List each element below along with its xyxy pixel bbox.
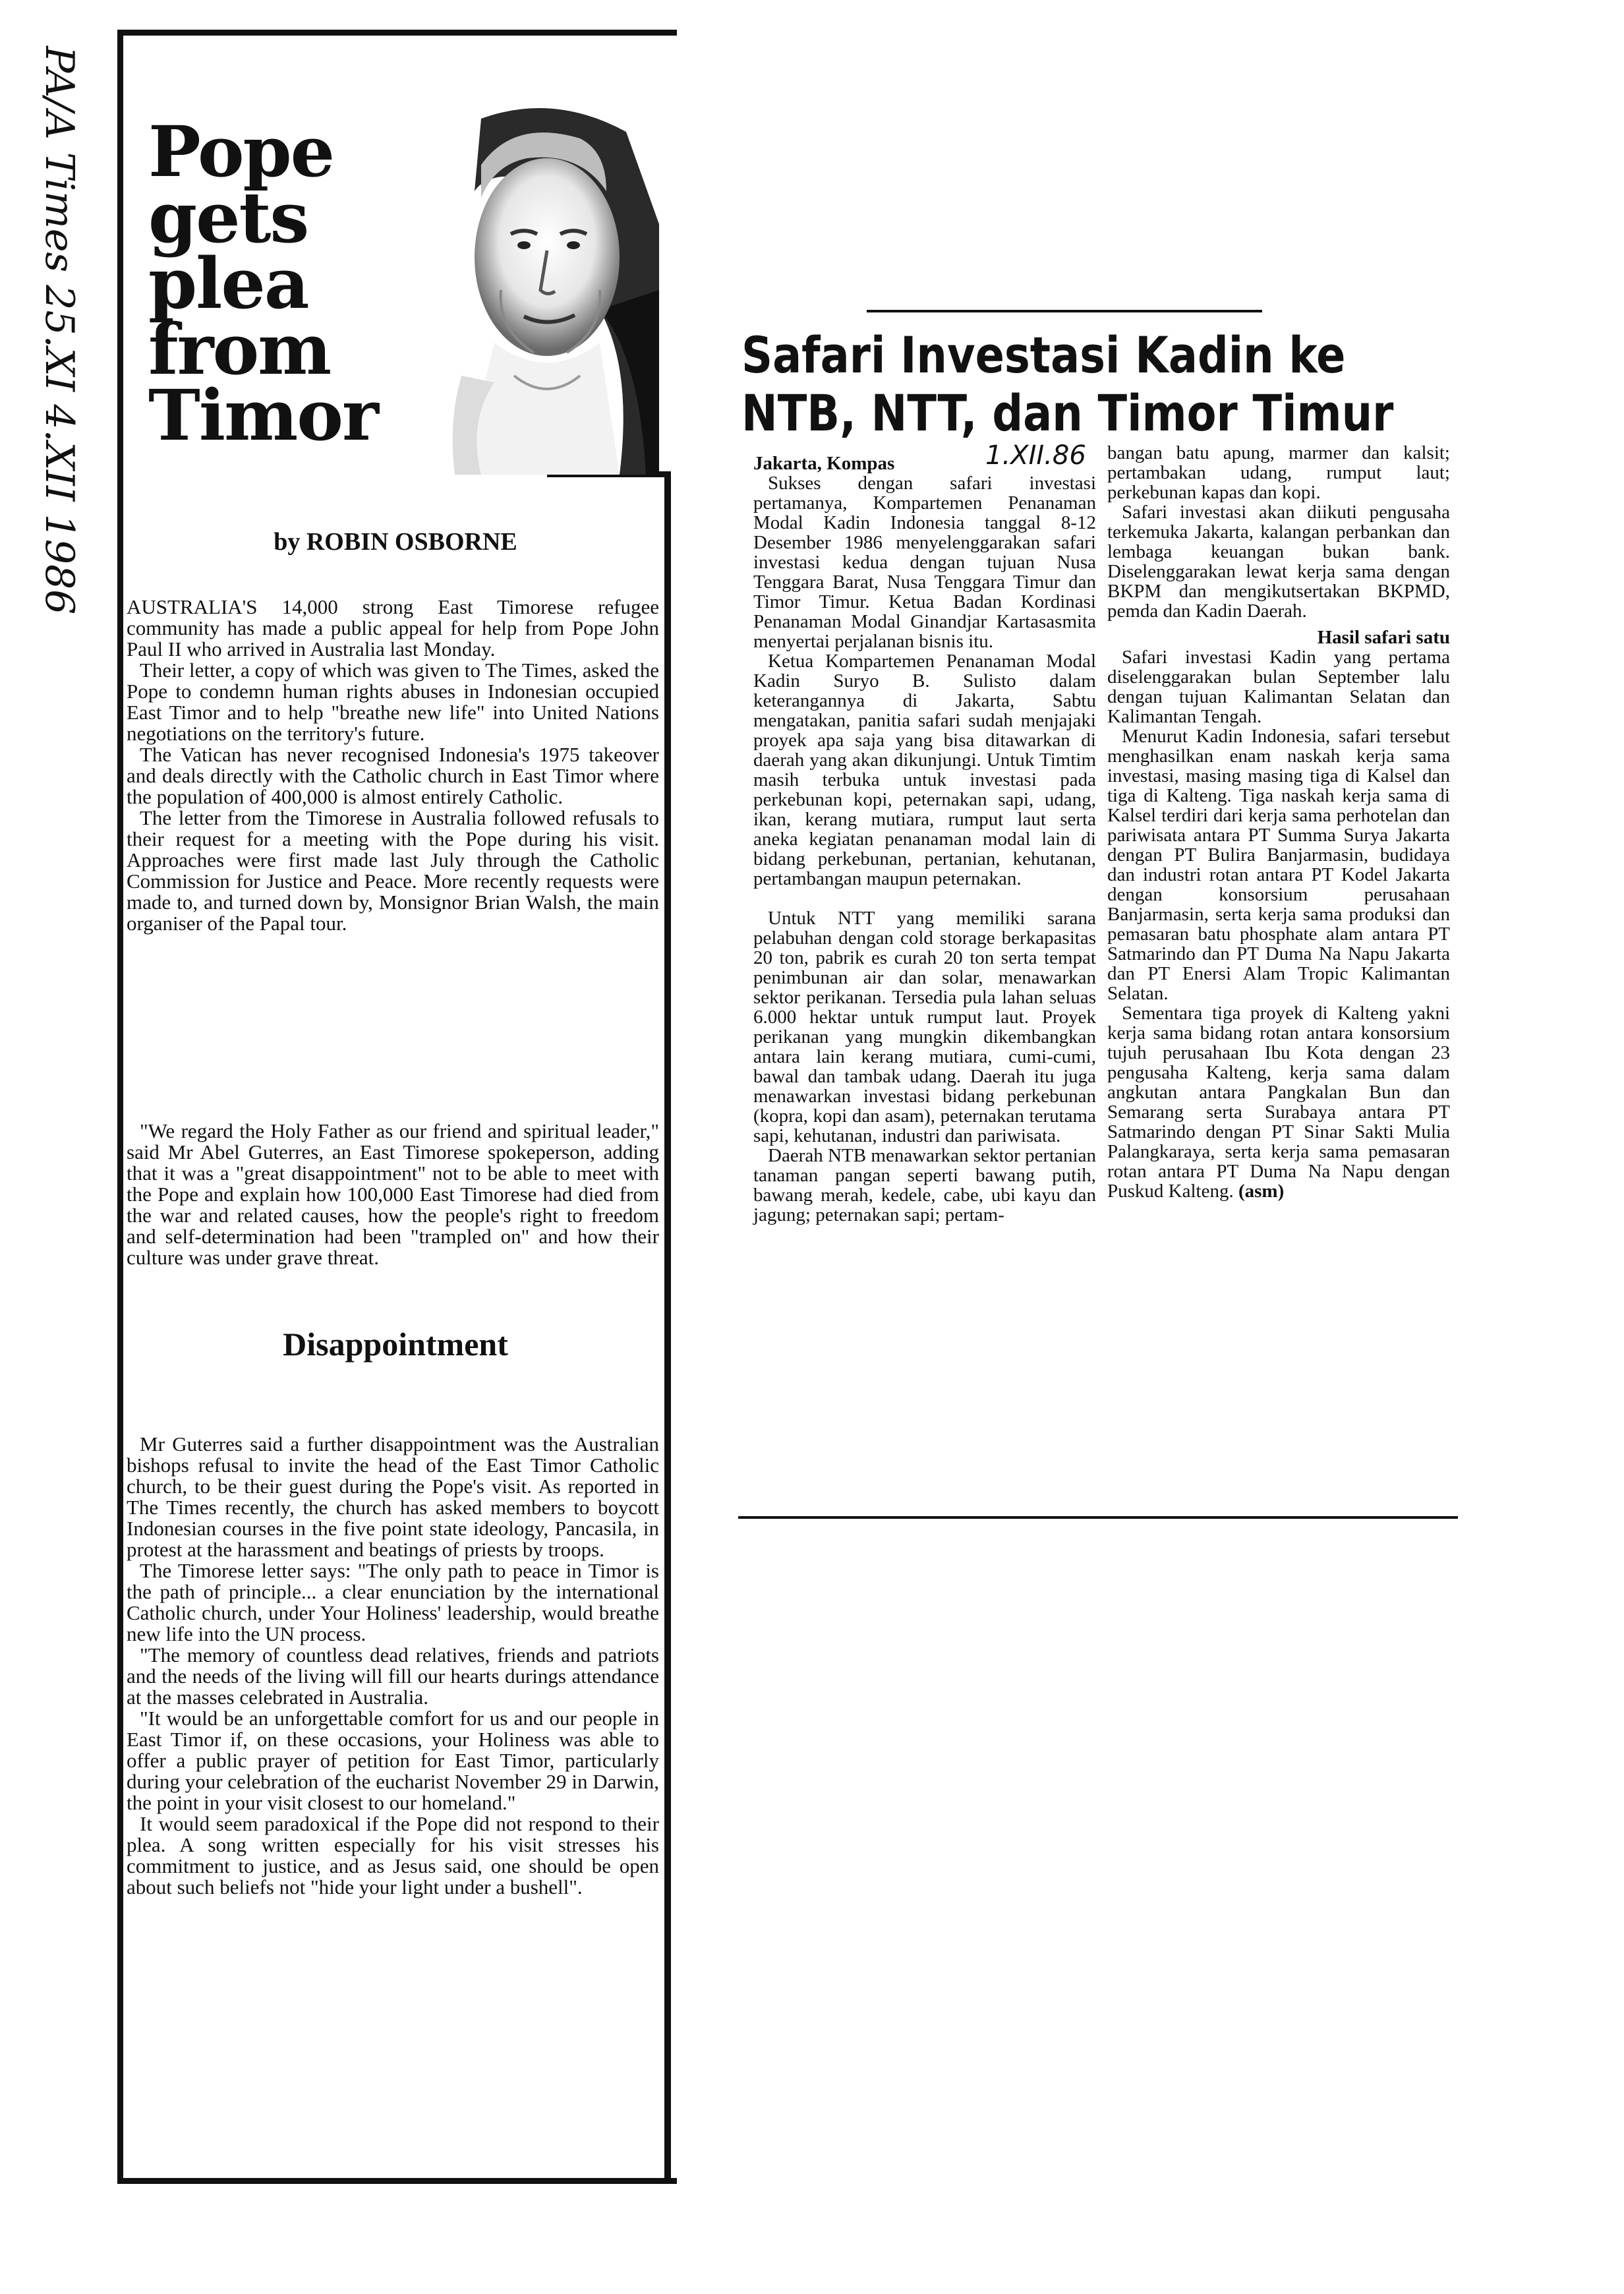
paragraph: The Vatican has never recognised Indonesia's 1975 takeover and deals directly with the Catholic church in East Timor where the population of 400,000 is almost entirely Catholic. <box>127 743 659 808</box>
paragraph: "It would be an unforgettable comfort for us and our people in East Timor if, on these occasions, your Holiness was able to offer a public prayer of petition for East Timor, particularly during your celebration of the eucharist November 29 in Darwin, the point in your visit closest to our homeland." <box>127 1707 659 1814</box>
paragraph: It would seem paradoxical if the Pope did not respond to their plea. A song written especially for his visit stresses his commitment to justice, and as Jesus said, one should be open about such beliefs not "hide your light under a bushell". <box>127 1812 659 1898</box>
paragraph: Sukses dengan safari investasi pertamanya, Kompartemen Penanaman Modal Kadin Indonesia tanggal 8-12 Desember 1986 menyelenggarakan safari investasi kedua dengan tujuan Nusa Tenggara Barat, Nusa Tenggara Timur dan Timor Timur. Ketua Badan Kordinasi Penanaman Modal Ginandjar Kartasasmita menyertai perjalanan bisnis itu. <box>753 473 1096 652</box>
paragraph: bangan batu apung, marmer dan kalsit; pertambakan udang, rumput laut; perkebunan kapas dan kopi. <box>1107 442 1450 503</box>
dateline: Jakarta, Kompas <box>753 453 895 474</box>
top-rule <box>867 310 1262 312</box>
paragraph: Ketua Kompartemen Penanaman Modal Kadin Suryo B. Sulisto dalam keterangannya di Jakarta, Sabtu mengatakan, panitia safari sudah menjajaki proyek apa saja yang bisa ditawarkan di daerah yang akan dikunjungi. Untuk Timtim masih terbuka untuk investasi pada perkebunan kopi, peternakan sapi, udang, ikan, kerang mutiara, rumput laut serta aneka kegiatan penanaman modal lain di bidang perkebunan, pertanian, kehutanan, pertambangan maupun peternakan. <box>753 651 1096 889</box>
headline-word: Timor <box>148 374 378 456</box>
paragraph: Daerah NTB menawarkan sektor pertanian tanaman pangan seperti bawang putih, bawang merah, kedele, cabe, ubi kayu dan jagung; peternakan sapi; pertam- <box>753 1145 1096 1225</box>
headline-word: Pope <box>148 110 334 192</box>
paragraph: Their letter, a copy of which was given to The Times, asked the Pope to condemn human rights abuses in Indonesian occupied East Timor and to help "breathe new life" into United Nations negotiations on the territory's future. <box>127 659 659 745</box>
handwritten-text: PA/A Times 25.XI 4.XII 1986 <box>36 46 82 615</box>
pope-portrait-photo <box>382 92 659 475</box>
paragraph: Untuk NTT yang memiliki sarana pelabuhan dengan cold storage berkapasitas 20 ton, pabrik es curah 20 ton serta tempat penimbunan air dan solar, menawarkan sektor perikanan. Tersedia pula lahan seluas 6.000 hektar untuk rumput laut. Proyek perikanan yang mungkin dikembangkan antara lain kerang mutiara, cumi-cumi, bawal dan tambak udang. Daerah itu juga menawarkan investasi bidang perkebunan (kopra, kopi dan asam), peternakan terutama sapi, kehutanan, industri dan pariwisata. <box>753 908 1096 1146</box>
signoff: (asm) <box>1238 1181 1285 1202</box>
headline-word: gets <box>148 176 308 258</box>
paragraph: The Timorese letter says: "The only path to peace in Timor is the path of principle... a clear enunciation by the international Catholic church, under Your Holiness' leadership, would breathe new life into the UN process. <box>127 1559 659 1645</box>
headline-line: NTB, NTT, dan Timor Timur <box>741 384 1394 442</box>
paragraph: AUSTRALIA'S 14,000 strong East Timorese refugee community has made a public appeal for help from Pope John Paul II who arrived in Australia last Monday. <box>127 595 659 661</box>
times-body-quote <box>127 1121 659 1268</box>
paragraph: Menurut Kadin Indonesia, safari tersebut menghasilkan enam naskah kerja sama investasi, masing masing tiga di Kalsel dan tiga di Kalteng. Tiga naskah kerja sama di Kalsel terdiri dari kerja sama perhotelan dan pariwisata antara PT Summa Surya Jakarta dengan PT Bulira Banjarmasin, budidaya dan industri rotan antara PT Kodel Jakarta dengan konsorsium perusahaan Banjarmasin, serta kerja sama produksi dan pemasaran batu phosphate alam antara PT Satmarindo dan PT Duma Na Napu Jakarta dan PT Enersi Alam Tropic Kalimantan Selatan. <box>1107 726 1450 1004</box>
bottom-rule <box>738 1516 1458 1519</box>
paragraph: Mr Guterres said a further disappointment was the Australian bishops refusal to invite the head of the East Timor Catholic church, to be their guest during the Pope's visit. As reported in The Times recently, the church has asked members to boycott Indonesian courses in the five point state ideology, Pancasila, in protest at the harassment and beatings of priests by troops. <box>127 1432 659 1561</box>
headline-word: from <box>148 308 331 390</box>
paragraph: Safari investasi akan diikuti pengusaha terkemuka Jakarta, kalangan perbankan dan lembaga keuangan bukan bank. Diselenggarakan lewat kerja sama dengan BKPM dan mengikutsertakan BKPMD, pemda dan Kadin Daerah. <box>1107 502 1450 622</box>
headline-line: Safari Investasi Kadin ke <box>741 326 1346 384</box>
kompas-headline <box>741 326 1394 442</box>
paragraph: Safari investasi Kadin yang pertama diselenggarakan bulan September lalu dengan tujuan Kalimantan Selatan dan Kalimantan Tengah. <box>1107 647 1450 727</box>
paragraph: "The memory of countless dead relatives, friends and patriots and the needs of the living will fill our hearts durings attendance at the masses celebrated in Australia. <box>127 1643 659 1709</box>
section-subhead: Hasil safari satu <box>1317 627 1450 648</box>
times-body-top <box>127 597 659 934</box>
times-headline <box>148 110 399 456</box>
section-subhead: Disappointment <box>283 1326 508 1363</box>
paragraph: "We regard the Holy Father as our friend and spiritual leader," said Mr Abel Guterres, an East Timorese spokeperson, adding that it was a "great disappointment" not to be able to meet with the Pope and explain how 100,000 East Timorese had died from the war and related causes, how the people's right to freedom and self-determination had been "trampled on" and how their culture was under grave threat. <box>127 1119 659 1269</box>
paragraph <box>1107 1003 1450 1201</box>
handwritten-margin-note <box>36 20 89 811</box>
byline: by ROBIN OSBORNE <box>274 528 517 556</box>
headline-word: plea <box>148 242 308 324</box>
kompas-column-2 <box>1107 443 1450 1201</box>
paragraph: The letter from the Timorese in Australia followed refusals to their request for a meeting with the Pope during his visit. Approaches were first made last July through the Catholic Commission for Justice and Peace. More recently requests were made to, and turned down by, Monsignor Brian Walsh, the main organiser of the Papal tour. <box>127 806 659 935</box>
kompas-column-1 <box>753 454 1096 1225</box>
paragraph-text: Sementara tiga proyek di Kalteng yakni kerja sama bidang rotan antara konsorsium tujuh perusahaan Ibu Kota dengan 23 pengusaha Kalteng, kerja sama dalam angkutan antara Pangkalan Bun dan Semarang serta Surabaya antara PT Satmarindo dengan PT Sinar Sakti Mulia Palangkaraya, serta kerja sama pemasaran rotan antara PT Duma Na Napu dengan Puskud Kalteng. <box>1107 1003 1450 1202</box>
times-body-bottom <box>127 1434 659 1898</box>
handwritten-date: 1.XII.86 <box>985 440 1086 471</box>
